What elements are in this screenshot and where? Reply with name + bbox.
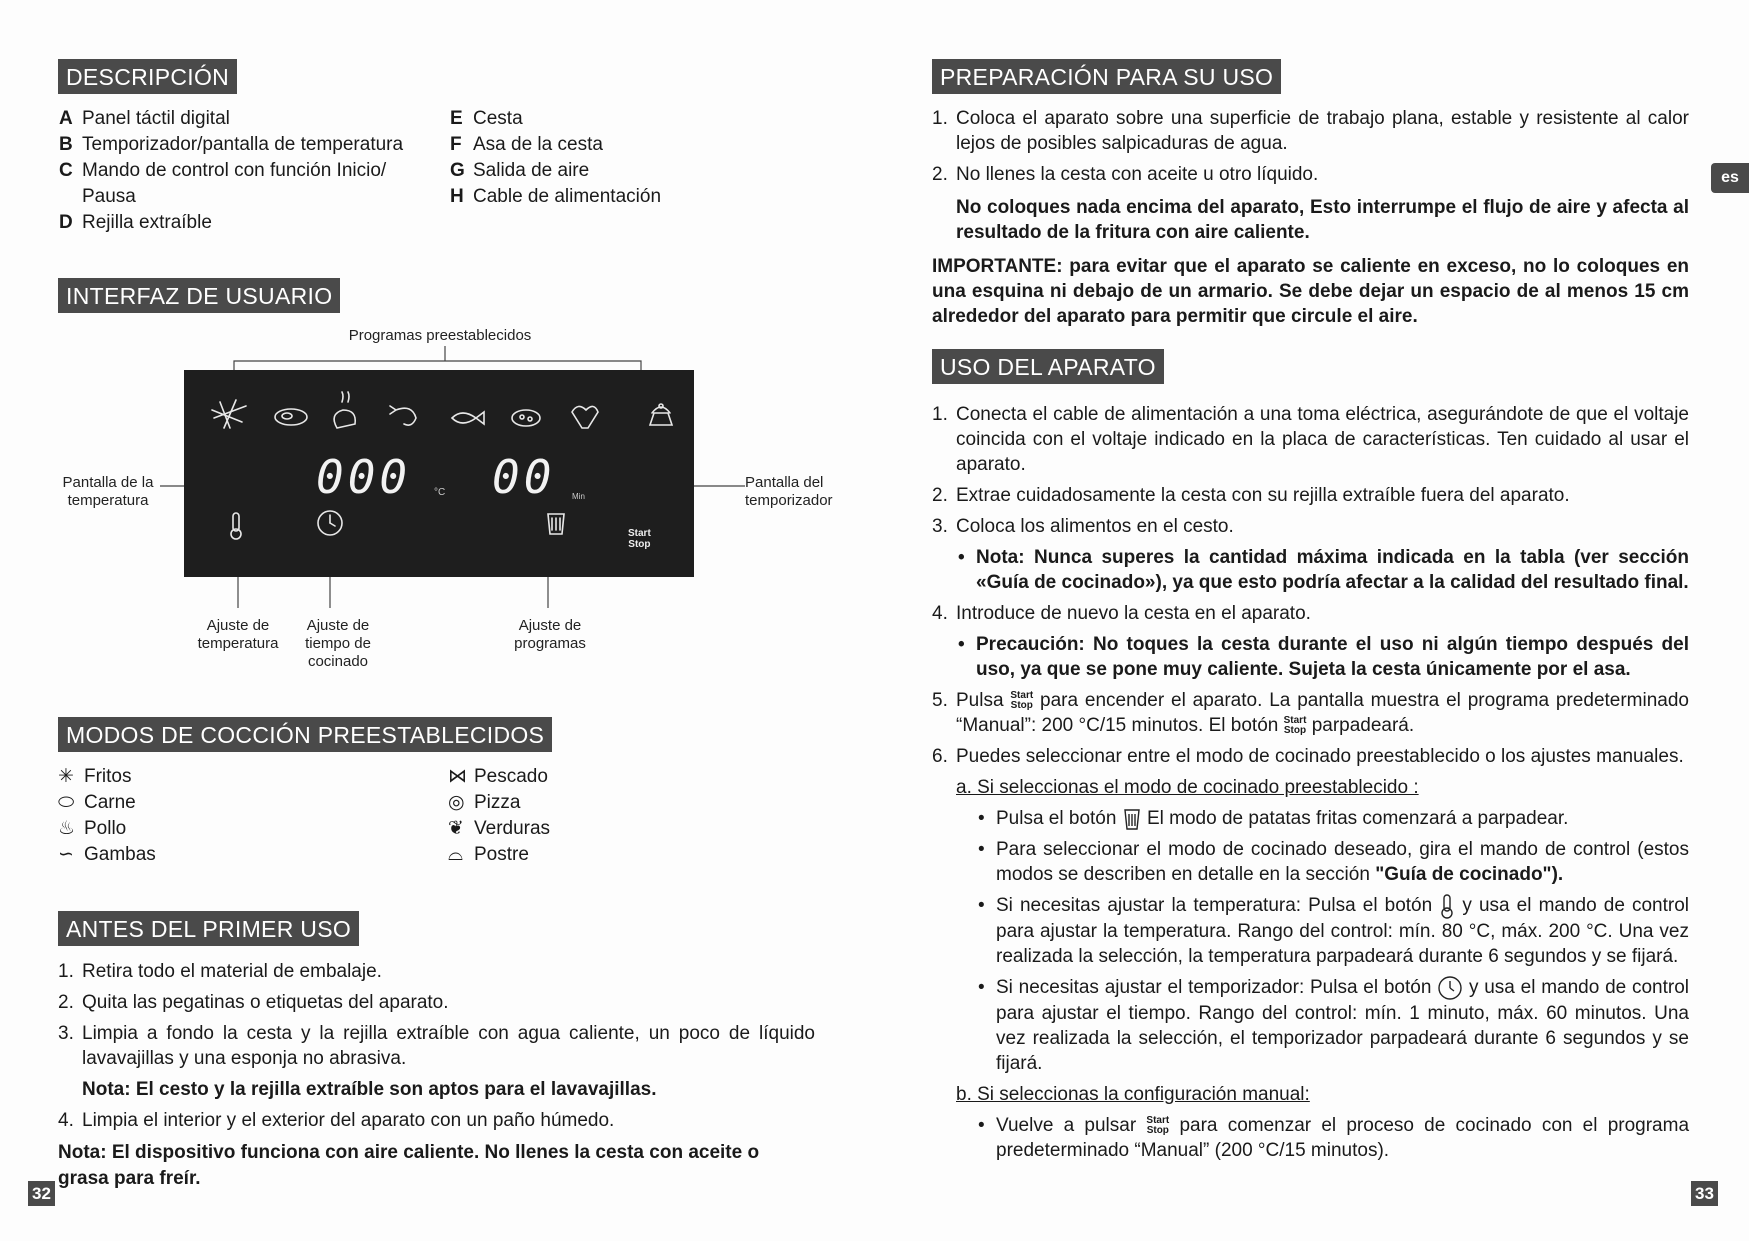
antes-nota-final: Nota: El dispositivo funciona con aire caliente. No llenes la cesta con aceite o grasa para freír. — [58, 1142, 760, 1189]
list-item: 2. Quita las pegatinas o etiquetas del aparato. — [58, 992, 449, 1013]
list-item: 1. Coloca el aparato sobre una superficie de trabajo plana, estable y resistente al calor lejos de posibles salpicaduras de agua. — [932, 108, 1689, 154]
pizza-icon — [512, 410, 540, 426]
mode-item: ❦ Verduras — [448, 816, 550, 842]
interfaz-title: INTERFAZ DE USUARIO — [58, 278, 340, 313]
modos-title: MODOS DE COCCIÓN PREESTABLECIDOS — [58, 717, 552, 752]
antes-steps — [58, 959, 815, 1139]
preparacion-title: PREPARACIÓN PARA SU USO — [932, 59, 1281, 94]
nota-item: • Nota: Nunca superes la cantidad máxima indicada en la tabla (ver sección «Guía de cocinado»), ya que esto podría afectar a la calidad del resultado final. — [956, 545, 1689, 595]
ajuste-programas-label: Ajuste de programas — [514, 617, 586, 652]
dessert-icon: ⌓ — [448, 844, 464, 865]
fish-icon: ⋈ — [448, 766, 467, 787]
pizza-icon: ◎ — [448, 792, 465, 813]
list-item: 1. Conecta el cable de alimentación a una toma eléctrica, asegurándote de que el voltaje coincida con el voltaje indicado en la placa de características. Ten cuidado al usar el aparato. — [932, 404, 1689, 475]
importante-note: IMPORTANTE: para evitar que el aparato se caliente en exceso, no lo coloques en una esquina ni debajo de un armario. Se debe dejar un espacio de al menos 15 cm alrededor del aparato para permitir que circule el aire. — [932, 256, 1689, 327]
celsius-unit: °C — [434, 487, 446, 498]
mode-item: ✳ Fritos — [58, 764, 132, 790]
desc-item: E Cesta — [450, 108, 523, 129]
program-icon — [548, 514, 564, 534]
mode-item: ∽ Gambas — [58, 842, 156, 868]
minutes-unit: Min — [572, 492, 585, 501]
program-icon — [1122, 807, 1142, 831]
antes-nota-3: Nota: El cesto y la rejilla extraíble son aptos para el lavavajillas. — [82, 1079, 657, 1100]
mode-item: ⌓ Postre — [448, 842, 529, 868]
desc-item: H Cable de alimentación — [450, 186, 662, 207]
fish-icon — [452, 412, 484, 424]
bullet-item: • Pulsa el botón El modo de patatas fritas comenzará a parpadear. — [976, 806, 1689, 831]
list-item: 1. Retira todo el material de embalaje. — [58, 961, 382, 982]
list-item: 2. Extrae cuidadosamente la cesta con su rejilla extraíble fuera del aparato. — [932, 485, 1570, 506]
mode-item: ◎ Pizza — [448, 790, 520, 816]
mode-item: ⬭ Carne — [58, 790, 136, 816]
fries-icon — [212, 400, 246, 428]
uso-title: USO DEL APARATO — [932, 349, 1164, 384]
desc-item: G Salida de aire — [450, 160, 590, 181]
bullet-item: • Vuelve a pulsar Start Stop para comenzar el proceso de cocinado con el programa predeterminado “Manual” (200 °C/15 minutos). — [976, 1113, 1689, 1163]
list-item: 4. Limpia el interior y el exterior del aparato con un paño húmedo. — [58, 1110, 615, 1131]
chicken-icon: ♨ — [58, 818, 76, 839]
ajuste-tiempo-label: Ajuste de tiempo de cocinado — [305, 617, 371, 670]
list-item: 4. Introduce de nuevo la cesta en el aparato. • Precaución: No toques la cesta durante el uso ni algún tiempo después del uso, ya que se pone muy caliente. Sujeta la cesta únicamente por el asa. — [932, 601, 1689, 682]
list-item: 2. No llenes la cesta con aceite u otro líquido. No coloques nada encima del aparato, Esto interrumpe el flujo de aire y afecta al resultado de la fritura con aire caliente. — [932, 164, 1689, 243]
thermometer-icon — [1439, 893, 1455, 919]
precaucion-item: • Precaución: No toques la cesta durante el uso ni algún tiempo después del uso, ya que se pone muy caliente. Sujeta la cesta únicamente por el asa. — [956, 632, 1689, 682]
ajuste-temperatura-label: Ajuste de temperatura — [197, 617, 279, 652]
list-item: 3. Coloca los alimentos en el cesto. • Nota: Nunca superes la cantidad máxima indicada en la tabla (ver sección «Guía de cocinado»), ya que esto podría afectar a la calidad del resultado final. — [932, 514, 1689, 595]
temperature-display: 000 — [316, 450, 412, 504]
left-page — [0, 0, 874, 1241]
descripcion-title: DESCRIPCIÓN — [58, 59, 237, 94]
pantalla-temporizador-label: Pantalla del temporizador — [745, 474, 833, 509]
desc-item: B Temporizador/pantalla de temperatura — [59, 134, 404, 155]
page-number-left: 32 — [28, 1181, 55, 1206]
preparacion-steps — [932, 106, 1689, 251]
right-page — [874, 0, 1749, 1241]
preparacion-nota: No coloques nada encima del aparato, Esto interrumpe el flujo de aire y afecta al resultado de la fritura con aire caliente. — [956, 197, 1689, 243]
pantalla-temperatura-label: Pantalla de la temperatura — [62, 474, 154, 509]
meat-icon: ⬭ — [58, 792, 75, 813]
fries-icon: ✳ — [58, 766, 74, 787]
desc-item: F Asa de la cesta — [450, 134, 603, 155]
page-number-right: 33 — [1691, 1181, 1718, 1206]
list-item: 5. Pulsa Start Stop para encender el aparato. La pantalla muestra el programa predeterminado “Manual”: 200 °C/15 minutos. El botón Start Stop parpadeará. — [932, 689, 1689, 736]
diagram-leader-lines — [0, 0, 874, 700]
mode-item: ♨ Pollo — [58, 816, 126, 842]
vegetables-icon — [572, 406, 598, 428]
clock-icon — [1437, 975, 1463, 1001]
sub-a-heading: a. Si seleccionas el modo de cocinado preestablecido : — [956, 777, 1419, 798]
mode-item: ⋈ Pescado — [448, 764, 548, 790]
dessert-icon — [650, 404, 672, 425]
desc-item: C Mando de control con función Inicio/ Pausa — [59, 160, 387, 207]
start-stop-icon: Start Stop — [1146, 1114, 1170, 1136]
desc-item: D Rejilla extraíble — [59, 212, 212, 233]
bullet-item: • Si necesitas ajustar la temperatura: Pulsa el botón y usa el mando de control para ajustar la temperatura. Rango del control: mín. 80 °C, máx. 200 °C. Una vez realizada la selección, la temperatura parpadeará durante 6 segundos y se fijará. — [976, 893, 1689, 969]
list-item: 6. Puedes seleccionar entre el modo de cocinado preestablecido o los ajustes manuales. a. Si seleccionas el modo de cocinado preestablecido : • Pulsa el botón El modo de patatas fritas comenzará a parpadear. • Para seleccionar el modo de cocinado deseado, gira el mando de control (estos modos se describen en detalle en la sección "Guía de cocinado"). • Si necesitas ajustar la temperatura: Pulsa el botón y usa el mando de control para ajustar la temperatura. Rango del control: mín. 80 °C, máx. 200 °C. Una vez realizada la selección, la temperatura parpadeará durante 6 segundos y se fijará. • Si necesitas ajustar el temporizador: Pulsa el botón y usa el mando de control para ajustar el tiempo. Rango del control: mín. 1 minuto, máx. 60 minutos. Una vez realizada la selección, el temporizador parpadeará durante 6 segundos y se fijará. b. Si seleccionas la configuración manual: • Vuelve a pulsar Start Stop para comenzar el proceso de cocinado con el programa predeterminado “Manual” (200 °C/15 minutos). — [932, 744, 1689, 1163]
start-stop-icon: Start Stop — [1010, 689, 1034, 711]
shrimp-icon: ∽ — [58, 844, 74, 865]
uso-steps — [932, 402, 1689, 1169]
desc-item: A Panel táctil digital — [59, 108, 230, 129]
meat-icon — [275, 409, 307, 425]
vegetables-icon: ❦ — [448, 818, 464, 839]
thermometer-icon — [231, 513, 241, 539]
shrimp-icon — [390, 406, 416, 425]
bullet-item: • Para seleccionar el modo de cocinado deseado, gira el mando de control (estos modos se describen en detalle en la sección "Guía de cocinado"). — [976, 837, 1689, 887]
panel-icons — [184, 370, 694, 577]
clock-icon — [318, 511, 342, 535]
language-tab: es — [1711, 163, 1749, 193]
list-item: 3. Limpia a fondo la cesta y la rejilla extraíble con agua caliente, un poco de líquido lavavajillas y una esponja no abrasiva. Nota: El cesto y la rejilla extraíble son aptos para el lavavajillas. — [58, 1023, 815, 1100]
antes-title: ANTES DEL PRIMER USO — [58, 911, 359, 946]
start-stop-icon: Start Stop — [1283, 714, 1307, 736]
sub-b-heading: b. Si seleccionas la configuración manual: — [956, 1084, 1310, 1105]
chicken-icon — [334, 392, 355, 428]
timer-display: 00 — [492, 450, 556, 504]
control-panel — [184, 370, 694, 577]
start-stop-button[interactable]: Start Stop — [628, 528, 651, 550]
programas-label: Programas preestablecidos — [348, 327, 532, 344]
bullet-item: • Si necesitas ajustar el temporizador: Pulsa el botón y usa el mando de control para ajustar el tiempo. Rango del control: mín. 1 minuto, máx. 60 minutos. Una vez realizada la selección, el temporizador parpadeará durante 6 segundos y se fijará. — [976, 975, 1689, 1076]
